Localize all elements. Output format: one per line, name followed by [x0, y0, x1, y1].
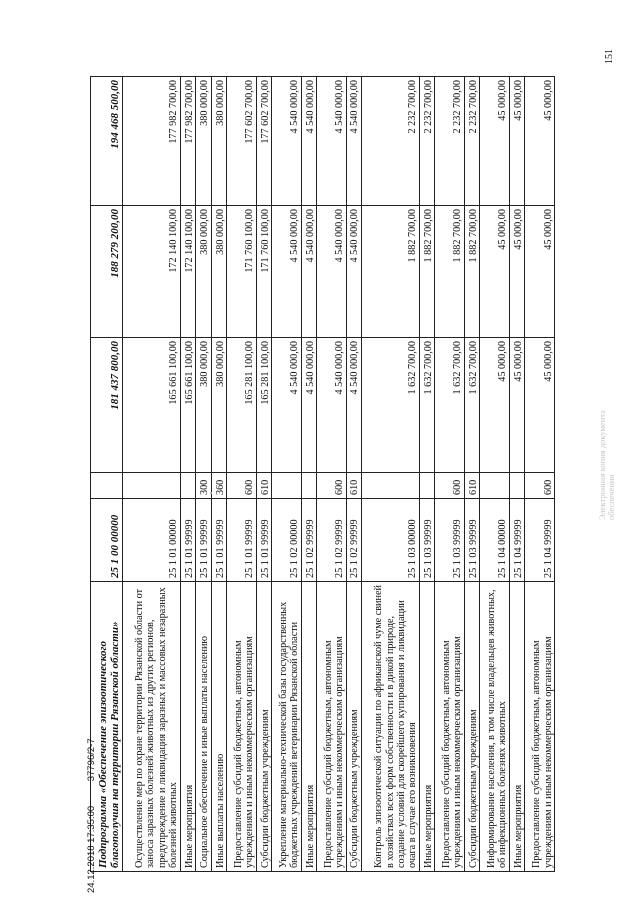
row-code: 25 1 02 99999 — [346, 499, 361, 582]
row-amount-2021: 45 000,00 — [525, 77, 555, 206]
row-expense-type: 360 — [211, 473, 226, 499]
table-row — [419, 77, 434, 872]
table-row — [361, 77, 419, 872]
row-expense-type — [91, 473, 123, 499]
table-row — [346, 77, 361, 872]
row-amount-2021: 2 232 700,00 — [435, 77, 465, 206]
row-amount-2020: 172 140 100,00 — [122, 206, 180, 338]
row-amount-2021: 45 000,00 — [509, 77, 524, 206]
row-amount-2021: 4 540 000,00 — [316, 77, 346, 206]
table-row — [301, 77, 316, 872]
row-amount-2021: 380 000,00 — [211, 77, 226, 206]
row-expense-type — [419, 473, 434, 499]
table-row — [196, 77, 211, 872]
table-row — [271, 77, 301, 872]
row-code: 25 1 04 99999 — [509, 499, 524, 582]
row-code: 25 1 02 99999 — [301, 499, 316, 582]
row-amount-2019: 45 000,00 — [509, 338, 524, 473]
row-expense-type — [122, 473, 180, 499]
footer-datetime: 24.12.2018 17:35:00 — [86, 805, 97, 893]
row-amount-2019: 1 632 700,00 — [435, 338, 465, 473]
table-row — [464, 77, 479, 872]
row-amount-2021: 4 540 000,00 — [271, 77, 301, 206]
row-amount-2019: 4 540 000,00 — [316, 338, 346, 473]
row-amount-2019: 380 000,00 — [196, 338, 211, 473]
row-expense-type — [361, 473, 419, 499]
row-amount-2020: 380 000,00 — [211, 206, 226, 338]
row-amount-2021: 194 468 500,00 — [91, 77, 123, 206]
row-amount-2020: 45 000,00 — [525, 206, 555, 338]
row-amount-2019: 4 540 000,00 — [301, 338, 316, 473]
row-expense-type: 600 — [525, 473, 555, 499]
row-code: 25 1 02 99999 — [316, 499, 346, 582]
row-code: 25 1 01 99999 — [226, 499, 256, 582]
row-amount-2019: 45 000,00 — [480, 338, 510, 473]
row-name: Социальное обеспечение и иные выплаты населению — [196, 582, 211, 872]
row-amount-2021: 2 232 700,00 — [464, 77, 479, 206]
row-expense-type: 300 — [196, 473, 211, 499]
table-row — [480, 77, 510, 872]
row-expense-type: 600 — [435, 473, 465, 499]
row-amount-2021: 177 602 700,00 — [226, 77, 256, 206]
row-code: 25 1 01 99999 — [196, 499, 211, 582]
row-name: Субсидии бюджетным учреждениям — [346, 582, 361, 872]
row-amount-2019: 165 661 100,00 — [180, 338, 195, 473]
row-amount-2020: 4 540 000,00 — [271, 206, 301, 338]
electronic-copy-stamp — [598, 320, 617, 520]
row-name: Субсидии бюджетным учреждениям — [464, 582, 479, 872]
page-number: 151 — [604, 49, 615, 64]
row-expense-type — [271, 473, 301, 499]
row-name: Иные мероприятия — [509, 582, 524, 872]
row-amount-2020: 188 279 200,00 — [91, 206, 123, 338]
row-name: Предоставление субсидий бюджетным, автономным учреждениям и иным некоммерческим организациям — [226, 582, 256, 872]
row-name: Иные выплаты населению — [211, 582, 226, 872]
row-amount-2019: 165 661 100,00 — [122, 338, 180, 473]
row-amount-2019: 165 281 100,00 — [226, 338, 256, 473]
row-amount-2020: 1 882 700,00 — [361, 206, 419, 338]
table-row — [525, 77, 555, 872]
row-amount-2021: 177 982 700,00 — [122, 77, 180, 206]
row-name: Предоставление субсидий бюджетным, автономным учреждениям и иным некоммерческим организациям — [435, 582, 465, 872]
row-code: 25 1 03 99999 — [419, 499, 434, 582]
row-amount-2021: 4 540 000,00 — [301, 77, 316, 206]
row-expense-type: 600 — [316, 473, 346, 499]
stamp-line-1: Электронная копия документа — [597, 410, 607, 520]
row-code: 25 1 04 99999 — [525, 499, 555, 582]
row-name: Осуществление мер по охране территории Рязанской области от заноса заразных болезней животных из других регионов, предупреждение и ликвидация заразных и массовых незаразных болезней животных — [122, 582, 180, 872]
row-code: 25 1 03 99999 — [464, 499, 479, 582]
row-amount-2020: 4 540 000,00 — [316, 206, 346, 338]
table-row — [509, 77, 524, 872]
table-row — [211, 77, 226, 872]
row-expense-type — [480, 473, 510, 499]
footer-doc-id: 37796/2-7 — [86, 738, 97, 782]
row-amount-2021: 2 232 700,00 — [419, 77, 434, 206]
row-amount-2021: 4 540 000,00 — [346, 77, 361, 206]
row-code: 25 1 01 99999 — [211, 499, 226, 582]
row-amount-2020: 4 540 000,00 — [301, 206, 316, 338]
row-code: 25 1 03 00000 — [361, 499, 419, 582]
row-code: 25 1 00 00000 — [91, 499, 123, 582]
row-expense-type — [301, 473, 316, 499]
row-amount-2019: 380 000,00 — [211, 338, 226, 473]
row-name: Укрепление материально-технической базы государственных бюджетных учреждений ветеринарии Рязанской области — [271, 582, 301, 872]
row-amount-2021: 2 232 700,00 — [361, 77, 419, 206]
row-expense-type: 610 — [256, 473, 271, 499]
row-amount-2020: 171 760 100,00 — [256, 206, 271, 338]
row-code: 25 1 02 00000 — [271, 499, 301, 582]
row-amount-2020: 4 540 000,00 — [346, 206, 361, 338]
row-amount-2019: 1 632 700,00 — [464, 338, 479, 473]
row-name: Иные мероприятия — [419, 582, 434, 872]
row-amount-2019: 1 632 700,00 — [419, 338, 434, 473]
row-expense-type — [180, 473, 195, 499]
budget-table — [90, 76, 555, 872]
row-code: 25 1 01 00000 — [122, 499, 180, 582]
row-amount-2020: 1 882 700,00 — [419, 206, 434, 338]
row-amount-2020: 1 882 700,00 — [464, 206, 479, 338]
row-name: Предоставление субсидий бюджетным, автономным учреждениям и иным некоммерческим организациям — [316, 582, 346, 872]
row-code: 25 1 01 99999 — [256, 499, 271, 582]
row-expense-type: 600 — [226, 473, 256, 499]
table-row — [180, 77, 195, 872]
row-amount-2021: 380 000,00 — [196, 77, 211, 206]
row-name: Иные мероприятия — [180, 582, 195, 872]
row-amount-2020: 1 882 700,00 — [435, 206, 465, 338]
budget-table-wrapper — [90, 77, 555, 872]
scan-speck — [210, 492, 212, 494]
row-code: 25 1 01 99999 — [180, 499, 195, 582]
row-amount-2020: 45 000,00 — [480, 206, 510, 338]
row-name: Предоставление субсидий бюджетным, автономным учреждениям и иным некоммерческим организациям — [525, 582, 555, 872]
table-row — [122, 77, 180, 872]
budget-table-body — [91, 77, 555, 872]
row-amount-2021: 177 602 700,00 — [256, 77, 271, 206]
row-amount-2019: 165 281 100,00 — [256, 338, 271, 473]
table-row — [435, 77, 465, 872]
row-amount-2020: 45 000,00 — [509, 206, 524, 338]
row-name: Подпрограмма «Обеспечение эпизоотического благополучия на территории Рязанской области» — [91, 582, 123, 872]
row-amount-2019: 45 000,00 — [525, 338, 555, 473]
row-amount-2019: 1 632 700,00 — [361, 338, 419, 473]
row-amount-2021: 177 982 700,00 — [180, 77, 195, 206]
row-amount-2020: 171 760 100,00 — [226, 206, 256, 338]
row-amount-2019: 4 540 000,00 — [346, 338, 361, 473]
row-name: Иные мероприятия — [301, 582, 316, 872]
footer — [86, 716, 97, 893]
row-expense-type — [509, 473, 524, 499]
table-row — [256, 77, 271, 872]
row-amount-2021: 45 000,00 — [480, 77, 510, 206]
row-name: Субсидии бюджетным учреждениям — [256, 582, 271, 872]
stamp-line-2: обеспечения — [606, 474, 617, 520]
table-row — [226, 77, 256, 872]
row-name: Контроль эпизоотической ситуации по африканской чуме свиней в хозяйствах всех форм собственности и в дикой природе, создание условий для скорейшего купирования и ликвидации очага в случае его возникновения — [361, 582, 419, 872]
row-expense-type: 610 — [464, 473, 479, 499]
row-expense-type: 610 — [346, 473, 361, 499]
row-code: 25 1 03 99999 — [435, 499, 465, 582]
table-row — [316, 77, 346, 872]
row-amount-2019: 181 437 800,00 — [91, 338, 123, 473]
row-amount-2020: 380 000,00 — [196, 206, 211, 338]
row-amount-2020: 172 140 100,00 — [180, 206, 195, 338]
row-amount-2019: 4 540 000,00 — [271, 338, 301, 473]
row-name: Информирование населения, в том числе владельцев животных, об инфекционных болезнях животных — [480, 582, 510, 872]
row-code: 25 1 04 00000 — [480, 499, 510, 582]
